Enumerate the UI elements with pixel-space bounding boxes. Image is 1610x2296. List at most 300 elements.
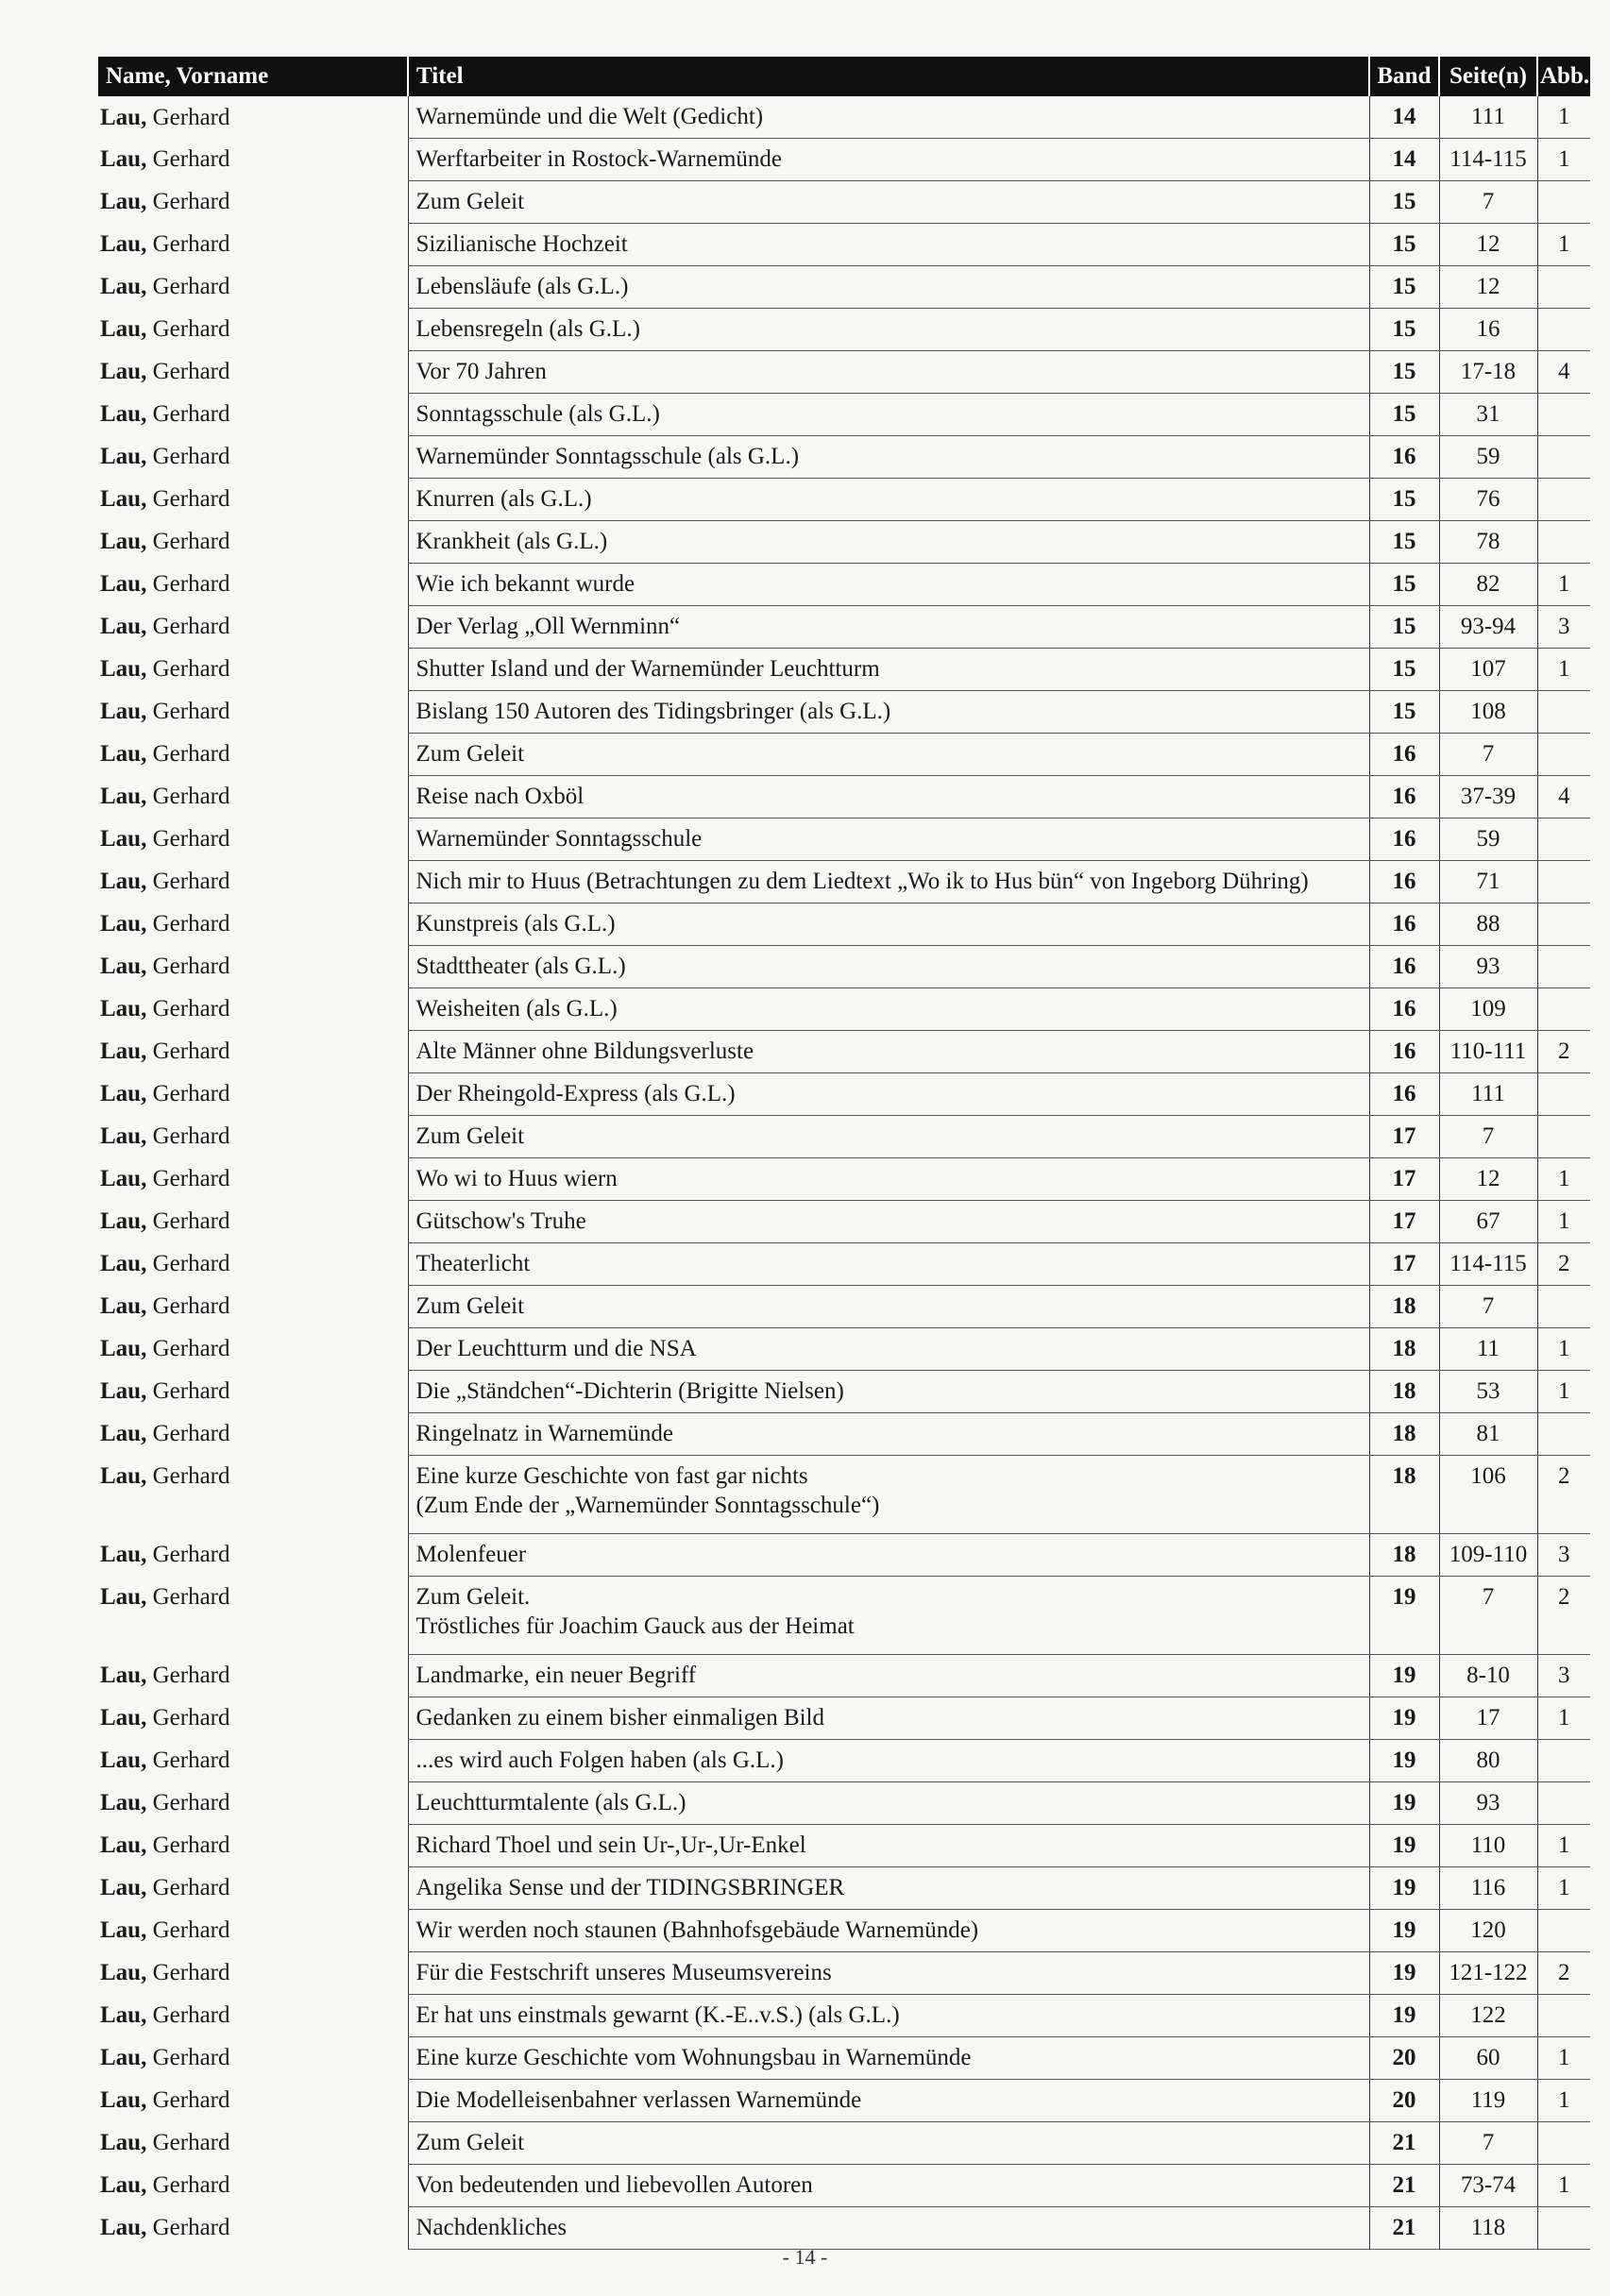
title-cell xyxy=(408,1073,1369,1116)
band-cell: 21 xyxy=(1369,2207,1439,2250)
table-row xyxy=(98,1825,1590,1867)
table-row xyxy=(98,819,1590,861)
title-text: Er hat uns einstmals gewarnt (K.-E..v.S.) (als G.L.) xyxy=(415,2002,900,2029)
title-cell xyxy=(408,988,1369,1031)
author-firstname: Gerhard xyxy=(146,1123,230,1150)
title-text: Landmarke, ein neuer Begriff xyxy=(415,1663,697,1689)
title-cell xyxy=(408,1825,1369,1867)
pages-cell: 109-110 xyxy=(1439,1534,1537,1577)
table-row xyxy=(98,1413,1590,1456)
pages-cell: 109 xyxy=(1439,988,1537,1031)
author-firstname: Gerhard xyxy=(146,1421,230,1447)
pages-cell: 73-74 xyxy=(1439,2165,1537,2207)
author-surname: Lau, xyxy=(100,614,147,640)
band-cell: 15 xyxy=(1369,351,1439,394)
author-register-table xyxy=(98,57,1590,2250)
author-surname: Lau, xyxy=(100,2215,147,2241)
header-band: Band xyxy=(1369,57,1439,96)
author-name-cell xyxy=(98,1201,408,1243)
title-cell xyxy=(408,946,1369,988)
pages-cell: 93-94 xyxy=(1439,606,1537,649)
author-firstname: Gerhard xyxy=(146,401,230,428)
band-cell: 15 xyxy=(1369,394,1439,436)
title-text: Wir werden noch staunen (Bahnhofsgebäude Warnemünde) xyxy=(415,1917,979,1944)
illustrations-cell xyxy=(1537,988,1590,1031)
illustrations-cell xyxy=(1537,903,1590,946)
author-firstname: Gerhard xyxy=(146,2215,230,2241)
author-name-cell xyxy=(98,1910,408,1952)
pages-cell: 80 xyxy=(1439,1740,1537,1782)
table-row xyxy=(98,1116,1590,1158)
illustrations-cell xyxy=(1537,436,1590,479)
author-name-cell xyxy=(98,181,408,224)
title-text: Wie ich bekannt wurde xyxy=(415,571,636,598)
title-text: Bislang 150 Autoren des Tidingsbringer (als G.L.) xyxy=(415,699,891,725)
author-firstname: Gerhard xyxy=(146,741,230,768)
table-row xyxy=(98,1782,1590,1825)
author-firstname: Gerhard xyxy=(146,486,230,513)
pages-cell: 12 xyxy=(1439,266,1537,309)
title-text: Sizilianische Hochzeit xyxy=(415,231,628,258)
author-firstname: Gerhard xyxy=(146,1960,230,1986)
table-row xyxy=(98,351,1590,394)
band-cell: 19 xyxy=(1369,1740,1439,1782)
pages-cell: 11 xyxy=(1439,1328,1537,1371)
title-cell xyxy=(408,1952,1369,1995)
illustrations-cell xyxy=(1537,309,1590,351)
illustrations-cell: 1 xyxy=(1537,2037,1590,2080)
title-text: Vor 70 Jahren xyxy=(415,359,547,385)
title-cell xyxy=(408,819,1369,861)
table-row xyxy=(98,266,1590,309)
illustrations-cell xyxy=(1537,946,1590,988)
author-firstname: Gerhard xyxy=(146,1208,230,1235)
illustrations-cell xyxy=(1537,861,1590,903)
author-firstname: Gerhard xyxy=(146,1336,230,1362)
title-cell xyxy=(408,2080,1369,2122)
title-text: Der Leuchtturm und die NSA xyxy=(415,1336,697,1362)
author-surname: Lau, xyxy=(100,1462,147,1489)
title-cell xyxy=(408,224,1369,266)
author-surname: Lau, xyxy=(100,231,147,258)
title-text: Kunstpreis (als G.L.) xyxy=(415,911,616,937)
title-text: Weisheiten (als G.L.) xyxy=(415,996,618,1022)
title-cell xyxy=(408,1116,1369,1158)
author-firstname: Gerhard xyxy=(146,954,230,980)
title-cell xyxy=(408,139,1369,181)
author-name-cell xyxy=(98,776,408,819)
author-name-cell xyxy=(98,224,408,266)
author-name-cell xyxy=(98,1534,408,1577)
author-surname: Lau, xyxy=(100,741,147,768)
band-cell: 21 xyxy=(1369,2165,1439,2207)
band-cell: 16 xyxy=(1369,776,1439,819)
pages-cell: 7 xyxy=(1439,1286,1537,1328)
title-cell xyxy=(408,1328,1369,1371)
table-row xyxy=(98,2122,1590,2165)
table-row xyxy=(98,309,1590,351)
author-firstname: Gerhard xyxy=(146,189,230,215)
author-name-cell xyxy=(98,819,408,861)
author-name-cell xyxy=(98,1577,408,1655)
band-cell: 17 xyxy=(1369,1201,1439,1243)
illustrations-cell: 1 xyxy=(1537,1328,1590,1371)
header-illustrations: Abb. xyxy=(1537,57,1590,96)
author-name-cell xyxy=(98,1328,408,1371)
title-cell xyxy=(408,1201,1369,1243)
table-row xyxy=(98,1577,1590,1655)
title-cell xyxy=(408,1655,1369,1697)
table-row xyxy=(98,1158,1590,1201)
title-text: Zum Geleit. xyxy=(415,1584,531,1610)
title-cell xyxy=(408,776,1369,819)
page-number: - 14 - xyxy=(782,2245,828,2269)
table-row xyxy=(98,394,1590,436)
author-name-cell xyxy=(98,1371,408,1413)
author-name-cell xyxy=(98,1243,408,1286)
author-surname: Lau, xyxy=(100,1123,147,1150)
band-cell: 15 xyxy=(1369,691,1439,734)
author-surname: Lau, xyxy=(100,359,147,385)
table-row xyxy=(98,479,1590,521)
band-cell: 16 xyxy=(1369,903,1439,946)
table-row xyxy=(98,776,1590,819)
author-name-cell xyxy=(98,1116,408,1158)
title-text: Die „Ständchen“-Dichterin (Brigitte Nielsen) xyxy=(415,1378,844,1405)
pages-cell: 88 xyxy=(1439,903,1537,946)
band-cell: 15 xyxy=(1369,224,1439,266)
author-surname: Lau, xyxy=(100,869,147,895)
author-surname: Lau, xyxy=(100,571,147,598)
table-row xyxy=(98,1243,1590,1286)
title-text: Die Modelleisenbahner verlassen Warnemünde xyxy=(415,2087,862,2114)
band-cell: 21 xyxy=(1369,2122,1439,2165)
title-cell xyxy=(408,1995,1369,2037)
author-firstname: Gerhard xyxy=(146,274,230,300)
pages-cell: 60 xyxy=(1439,2037,1537,2080)
title-text: Warnemünde und die Welt (Gedicht) xyxy=(415,104,764,130)
title-cell xyxy=(408,691,1369,734)
author-surname: Lau, xyxy=(100,1293,147,1320)
illustrations-cell: 1 xyxy=(1537,1158,1590,1201)
title-text: Zum Geleit xyxy=(415,1123,525,1150)
table-row xyxy=(98,1910,1590,1952)
pages-cell: 121-122 xyxy=(1439,1952,1537,1995)
author-surname: Lau, xyxy=(100,656,147,683)
pages-cell: 78 xyxy=(1439,521,1537,564)
title-cell xyxy=(408,606,1369,649)
title-text: Knurren (als G.L.) xyxy=(415,486,592,513)
title-cell xyxy=(408,181,1369,224)
title-text: Zum Geleit xyxy=(415,1293,525,1320)
pages-cell: 116 xyxy=(1439,1867,1537,1910)
pages-cell: 8-10 xyxy=(1439,1655,1537,1697)
illustrations-cell xyxy=(1537,734,1590,776)
title-text: Werftarbeiter in Rostock-Warnemünde xyxy=(415,146,782,173)
title-text: Zum Geleit xyxy=(415,741,525,768)
band-cell: 18 xyxy=(1369,1328,1439,1371)
author-name-cell xyxy=(98,394,408,436)
title-cell xyxy=(408,436,1369,479)
illustrations-cell xyxy=(1537,1286,1590,1328)
table-row xyxy=(98,2080,1590,2122)
author-surname: Lau, xyxy=(100,1790,147,1816)
author-name-cell xyxy=(98,1782,408,1825)
author-firstname: Gerhard xyxy=(146,1747,230,1774)
author-surname: Lau, xyxy=(100,996,147,1022)
author-firstname: Gerhard xyxy=(146,104,230,130)
band-cell: 15 xyxy=(1369,266,1439,309)
author-surname: Lau, xyxy=(100,1747,147,1774)
author-surname: Lau, xyxy=(100,189,147,215)
band-cell: 16 xyxy=(1369,861,1439,903)
pages-cell: 111 xyxy=(1439,96,1537,139)
title-text: Stadttheater (als G.L.) xyxy=(415,954,626,980)
pages-cell: 110-111 xyxy=(1439,1031,1537,1073)
pages-cell: 12 xyxy=(1439,224,1537,266)
author-surname: Lau, xyxy=(100,2002,147,2029)
author-surname: Lau, xyxy=(100,401,147,428)
author-name-cell xyxy=(98,266,408,309)
author-surname: Lau, xyxy=(100,954,147,980)
illustrations-cell: 1 xyxy=(1537,2080,1590,2122)
pages-cell: 59 xyxy=(1439,819,1537,861)
pages-cell: 7 xyxy=(1439,1577,1537,1655)
illustrations-cell: 2 xyxy=(1537,1456,1590,1534)
table-row xyxy=(98,1031,1590,1073)
pages-cell: 17-18 xyxy=(1439,351,1537,394)
illustrations-cell: 1 xyxy=(1537,1201,1590,1243)
author-name-cell xyxy=(98,1825,408,1867)
table-row xyxy=(98,224,1590,266)
author-firstname: Gerhard xyxy=(146,656,230,683)
table-row xyxy=(98,521,1590,564)
author-surname: Lau, xyxy=(100,1832,147,1859)
title-text: Lebensregeln (als G.L.) xyxy=(415,316,640,343)
author-name-cell xyxy=(98,691,408,734)
illustrations-cell xyxy=(1537,691,1590,734)
title-cell xyxy=(408,1456,1369,1534)
illustrations-cell: 1 xyxy=(1537,1371,1590,1413)
illustrations-cell: 1 xyxy=(1537,224,1590,266)
author-firstname: Gerhard xyxy=(146,1038,230,1065)
header-name: Name, Vorname xyxy=(98,57,408,96)
illustrations-cell xyxy=(1537,2122,1590,2165)
author-name-cell xyxy=(98,436,408,479)
band-cell: 18 xyxy=(1369,1371,1439,1413)
table-row xyxy=(98,2207,1590,2250)
author-firstname: Gerhard xyxy=(146,614,230,640)
table-row xyxy=(98,861,1590,903)
author-name-cell xyxy=(98,1995,408,2037)
title-cell xyxy=(408,1740,1369,1782)
title-cell xyxy=(408,903,1369,946)
pages-cell: 110 xyxy=(1439,1825,1537,1867)
author-surname: Lau, xyxy=(100,146,147,173)
author-firstname: Gerhard xyxy=(146,996,230,1022)
title-cell xyxy=(408,1910,1369,1952)
author-firstname: Gerhard xyxy=(146,1583,230,1610)
band-cell: 16 xyxy=(1369,1031,1439,1073)
title-text: Richard Thoel und sein Ur-,Ur-,Ur-Enkel xyxy=(415,1832,806,1859)
illustrations-cell: 1 xyxy=(1537,139,1590,181)
band-cell: 20 xyxy=(1369,2080,1439,2122)
title-cell xyxy=(408,1534,1369,1577)
author-surname: Lau, xyxy=(100,1583,147,1610)
author-firstname: Gerhard xyxy=(146,1790,230,1816)
pages-cell: 7 xyxy=(1439,1116,1537,1158)
author-firstname: Gerhard xyxy=(146,571,230,598)
title-text-line2: (Zum Ende der „Warnemünder Sonntagsschule“) xyxy=(415,1493,880,1519)
band-cell: 16 xyxy=(1369,436,1439,479)
title-text: Eine kurze Geschichte von fast gar nichts xyxy=(415,1463,808,1489)
pages-cell: 81 xyxy=(1439,1413,1537,1456)
author-firstname: Gerhard xyxy=(146,1705,230,1731)
illustrations-cell xyxy=(1537,521,1590,564)
band-cell: 15 xyxy=(1369,479,1439,521)
title-cell xyxy=(408,1867,1369,1910)
title-cell xyxy=(408,2165,1369,2207)
author-surname: Lau, xyxy=(100,1875,147,1901)
author-firstname: Gerhard xyxy=(146,869,230,895)
author-surname: Lau, xyxy=(100,1663,147,1689)
title-cell xyxy=(408,564,1369,606)
pages-cell: 31 xyxy=(1439,394,1537,436)
author-surname: Lau, xyxy=(100,2045,147,2071)
pages-cell: 106 xyxy=(1439,1456,1537,1534)
title-cell xyxy=(408,1782,1369,1825)
band-cell: 19 xyxy=(1369,1697,1439,1740)
table-row xyxy=(98,1867,1590,1910)
illustrations-cell: 1 xyxy=(1537,564,1590,606)
illustrations-cell: 1 xyxy=(1537,96,1590,139)
illustrations-cell xyxy=(1537,479,1590,521)
pages-cell: 59 xyxy=(1439,436,1537,479)
author-name-cell xyxy=(98,1158,408,1201)
author-name-cell xyxy=(98,2207,408,2250)
band-cell: 19 xyxy=(1369,1577,1439,1655)
illustrations-cell xyxy=(1537,819,1590,861)
table-row xyxy=(98,564,1590,606)
author-name-cell xyxy=(98,1655,408,1697)
band-cell: 16 xyxy=(1369,819,1439,861)
pages-cell: 67 xyxy=(1439,1201,1537,1243)
author-surname: Lau, xyxy=(100,274,147,300)
title-text: Zum Geleit xyxy=(415,189,525,215)
band-cell: 17 xyxy=(1369,1243,1439,1286)
table-row xyxy=(98,2037,1590,2080)
table-row xyxy=(98,903,1590,946)
title-cell xyxy=(408,1243,1369,1286)
author-surname: Lau, xyxy=(100,1166,147,1192)
author-firstname: Gerhard xyxy=(146,1251,230,1277)
illustrations-cell xyxy=(1537,1073,1590,1116)
header-pages: Seite(n) xyxy=(1439,57,1537,96)
title-cell xyxy=(408,1286,1369,1328)
title-cell xyxy=(408,861,1369,903)
author-surname: Lau, xyxy=(100,2087,147,2114)
table-row xyxy=(98,1371,1590,1413)
table-row xyxy=(98,1286,1590,1328)
illustrations-cell: 3 xyxy=(1537,1534,1590,1577)
title-text: Reise nach Oxböl xyxy=(415,784,585,810)
band-cell: 19 xyxy=(1369,1782,1439,1825)
author-name-cell xyxy=(98,903,408,946)
title-text: Gütschow's Truhe xyxy=(415,1208,586,1235)
author-surname: Lau, xyxy=(100,1208,147,1235)
title-text: Der Verlag „Oll Wernminn“ xyxy=(415,614,681,640)
author-surname: Lau, xyxy=(100,1917,147,1944)
author-name-cell xyxy=(98,2122,408,2165)
author-firstname: Gerhard xyxy=(146,2002,230,2029)
title-cell xyxy=(408,1371,1369,1413)
band-cell: 18 xyxy=(1369,1413,1439,1456)
title-text: Wo wi to Huus wiern xyxy=(415,1166,618,1192)
author-name-cell xyxy=(98,1073,408,1116)
title-text: Zum Geleit xyxy=(415,2130,525,2156)
title-text: Eine kurze Geschichte vom Wohnungsbau in Warnemünde xyxy=(415,2045,972,2071)
band-cell: 19 xyxy=(1369,1867,1439,1910)
pages-cell: 114-115 xyxy=(1439,139,1537,181)
title-text: Leuchtturmtalente (als G.L.) xyxy=(415,1790,686,1816)
author-name-cell xyxy=(98,946,408,988)
author-surname: Lau, xyxy=(100,699,147,725)
table-row xyxy=(98,1201,1590,1243)
title-cell xyxy=(408,394,1369,436)
band-cell: 19 xyxy=(1369,1952,1439,1995)
author-surname: Lau, xyxy=(100,826,147,853)
author-firstname: Gerhard xyxy=(146,1462,230,1489)
author-surname: Lau, xyxy=(100,316,147,343)
author-firstname: Gerhard xyxy=(146,911,230,937)
illustrations-cell: 1 xyxy=(1537,1697,1590,1740)
author-firstname: Gerhard xyxy=(146,529,230,555)
band-cell: 14 xyxy=(1369,139,1439,181)
table-row xyxy=(98,691,1590,734)
illustrations-cell: 2 xyxy=(1537,1031,1590,1073)
band-cell: 18 xyxy=(1369,1286,1439,1328)
pages-cell: 82 xyxy=(1439,564,1537,606)
author-surname: Lau, xyxy=(100,2172,147,2199)
pages-cell: 7 xyxy=(1439,734,1537,776)
pages-cell: 108 xyxy=(1439,691,1537,734)
author-name-cell xyxy=(98,479,408,521)
author-surname: Lau, xyxy=(100,1542,147,1568)
author-surname: Lau, xyxy=(100,104,147,130)
illustrations-cell: 1 xyxy=(1537,649,1590,691)
band-cell: 18 xyxy=(1369,1456,1439,1534)
band-cell: 15 xyxy=(1369,649,1439,691)
band-cell: 19 xyxy=(1369,1910,1439,1952)
author-name-cell xyxy=(98,1413,408,1456)
author-firstname: Gerhard xyxy=(146,826,230,853)
illustrations-cell xyxy=(1537,1413,1590,1456)
author-firstname: Gerhard xyxy=(146,2130,230,2156)
author-name-cell xyxy=(98,521,408,564)
pages-cell: 17 xyxy=(1439,1697,1537,1740)
author-firstname: Gerhard xyxy=(146,2172,230,2199)
illustrations-cell: 4 xyxy=(1537,351,1590,394)
title-text: Sonntagsschule (als G.L.) xyxy=(415,401,660,428)
author-name-cell xyxy=(98,564,408,606)
title-cell xyxy=(408,2122,1369,2165)
illustrations-cell xyxy=(1537,2207,1590,2250)
band-cell: 15 xyxy=(1369,181,1439,224)
author-name-cell xyxy=(98,861,408,903)
author-firstname: Gerhard xyxy=(146,699,230,725)
author-name-cell xyxy=(98,139,408,181)
title-cell xyxy=(408,2037,1369,2080)
